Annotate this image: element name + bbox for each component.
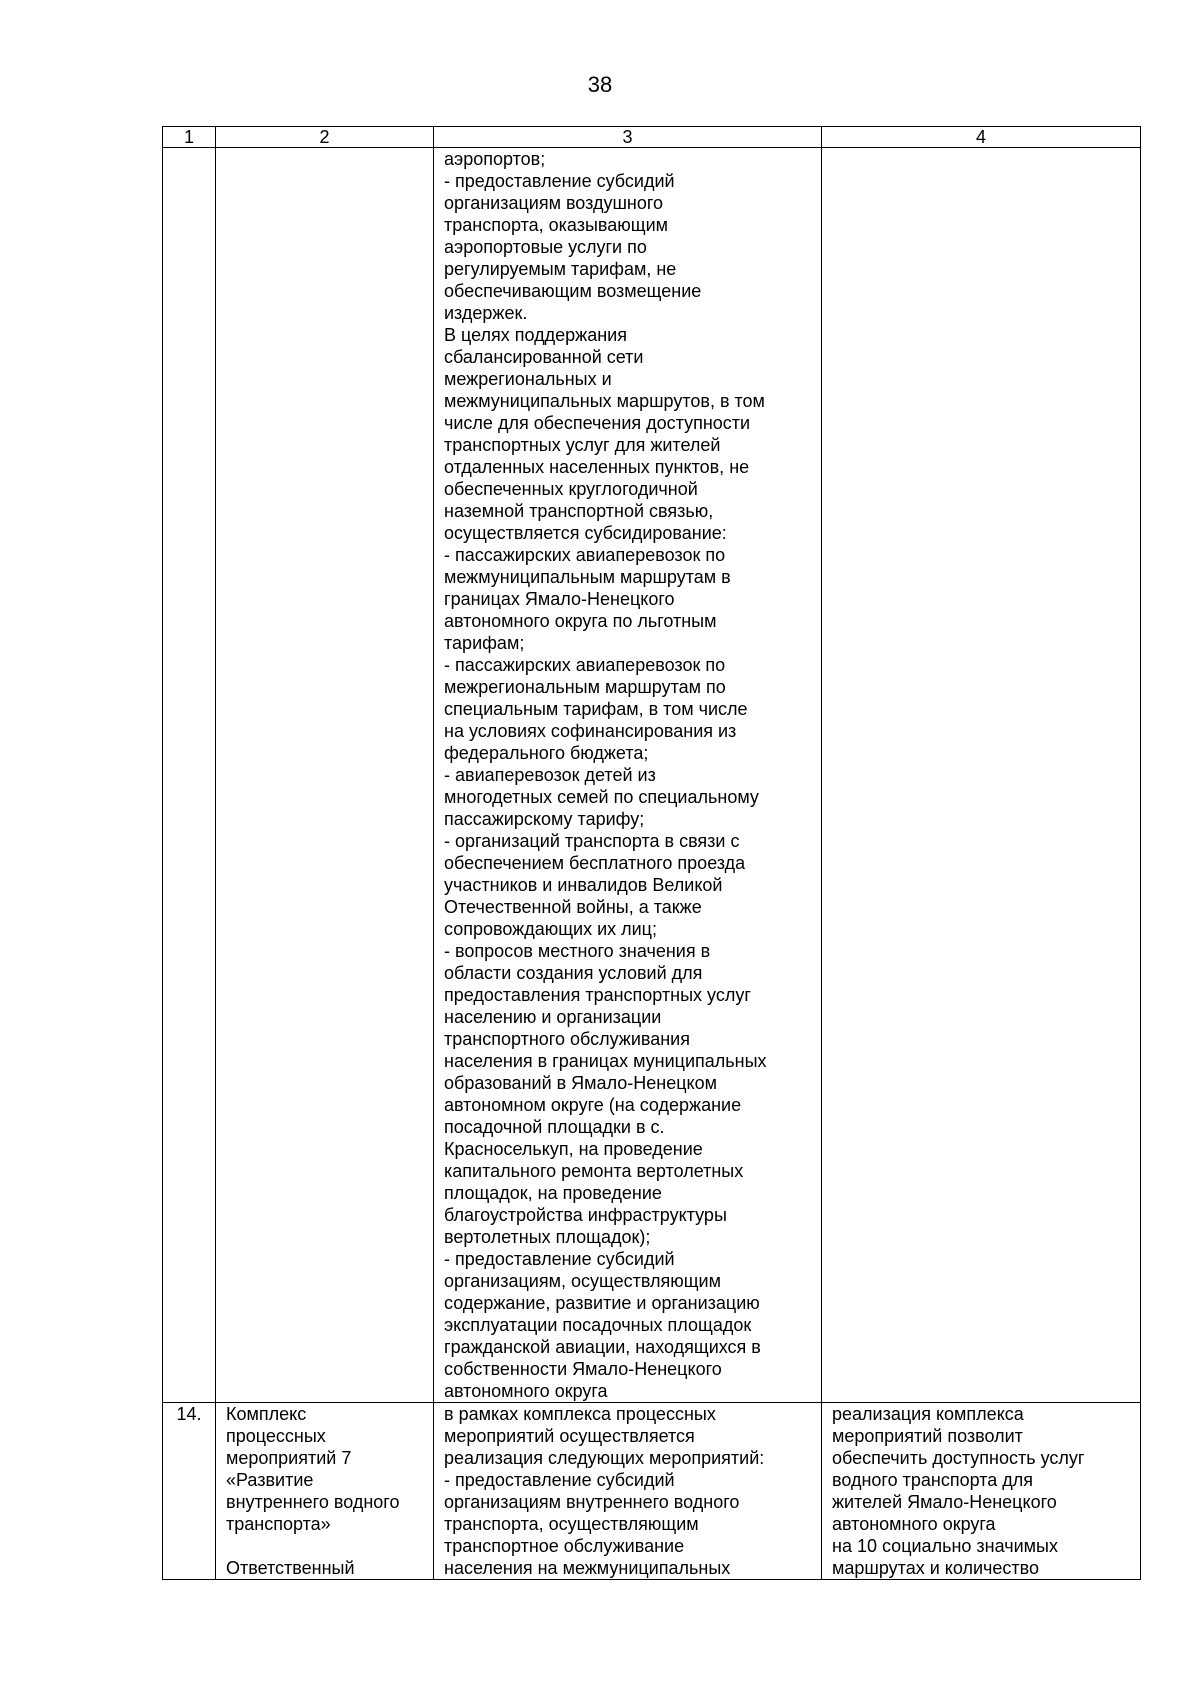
text-line: [226, 1535, 425, 1557]
measure-name-cell: [216, 1403, 434, 1580]
row-number-cell: 14.: [163, 1403, 216, 1580]
text-line: посадочной площадки в с.: [444, 1117, 665, 1137]
text-line: транспорта, осуществляющим: [444, 1514, 699, 1534]
row-number-cell: [163, 148, 216, 1403]
text-line: процессных: [226, 1426, 326, 1446]
table-row: [163, 148, 1141, 1403]
text-line: автономного округа по льготным: [444, 611, 717, 631]
text-line: - вопросов местного значения в: [444, 941, 711, 961]
text-line: благоустройства инфраструктуры: [444, 1205, 727, 1225]
text-line: собственности Ямало-Ненецкого: [444, 1359, 722, 1379]
text-line: гражданской авиации, находящихся в: [444, 1337, 761, 1357]
text-line: межмуниципальных маршрутов, в том: [444, 391, 765, 411]
column-header-3: 3: [434, 127, 822, 148]
text-line: маршрутах и количество: [832, 1558, 1040, 1578]
text-line: транспорта, оказывающим: [444, 215, 669, 235]
text-line: В целях поддержания: [444, 325, 627, 345]
text-line: транспортных услуг для жителей: [444, 435, 721, 455]
text-line: предоставления транспортных услуг: [444, 985, 751, 1005]
text-line: сбалансированной сети: [444, 347, 644, 367]
text-line: межрегиональных и: [444, 369, 612, 389]
text-line: - пассажирских авиаперевозок по: [444, 545, 726, 565]
measure-description-cell: [434, 148, 822, 1403]
text-line: аэропортов;: [444, 149, 546, 169]
text-line: автономном округе (на содержание: [444, 1095, 742, 1115]
column-header-4: 4: [822, 127, 1141, 148]
text-line: «Развитие: [226, 1470, 314, 1490]
text-line: регулируемым тарифам, не: [444, 259, 677, 279]
text-line: реализация следующих мероприятий:: [444, 1448, 765, 1468]
text-line: специальным тарифам, в том числе: [444, 699, 748, 719]
text-line: пассажирскому тарифу;: [444, 809, 645, 829]
text-line: осуществляется субсидирование:: [444, 523, 727, 543]
text-line: в рамках комплекса процессных: [444, 1404, 716, 1424]
expected-result-cell: [822, 148, 1141, 1403]
text-line: Комплекс: [226, 1404, 307, 1424]
text-line: обеспечивающим возмещение: [444, 281, 702, 301]
text-line: транспортного обслуживания: [444, 1029, 690, 1049]
text-line: мероприятий позволит: [832, 1426, 1023, 1446]
text-line: организациям, осуществляющим: [444, 1271, 721, 1291]
text-line: отдаленных населенных пунктов, не: [444, 457, 750, 477]
text-line: сопровождающих их лиц;: [444, 919, 657, 939]
text-line: Отечественной войны, а также: [444, 897, 702, 917]
text-line: автономного округа: [444, 1381, 608, 1401]
text-line: на условиях софинансирования из: [444, 721, 737, 741]
text-line: на 10 социально значимых: [832, 1536, 1058, 1556]
text-line: внутреннего водного: [226, 1492, 400, 1512]
text-line: Ответственный: [226, 1558, 355, 1578]
text-line: федерального бюджета;: [444, 743, 649, 763]
text-line: обеспечением бесплатного проезда: [444, 853, 746, 873]
text-line: обеспеченных круглогодичной: [444, 479, 698, 499]
text-line: - предоставление субсидий: [444, 1249, 675, 1269]
text-line: содержание, развитие и организацию: [444, 1293, 760, 1313]
text-line: мероприятий осуществляется: [444, 1426, 695, 1446]
text-line: водного транспорта для: [832, 1470, 1033, 1490]
table-header-row: [163, 127, 1141, 148]
text-line: наземной транспортной связью,: [444, 501, 714, 521]
table-row: [163, 1403, 1141, 1580]
text-line: Красноселькуп, на проведение: [444, 1139, 703, 1159]
text-line: - авиаперевозок детей из: [444, 765, 656, 785]
text-line: организациям внутреннего водного: [444, 1492, 740, 1512]
text-line: автономного округа: [832, 1514, 996, 1534]
text-line: межрегиональным маршрутам по: [444, 677, 726, 697]
text-line: реализация комплекса: [832, 1404, 1024, 1424]
text-line: издержек.: [444, 303, 528, 323]
text-line: аэропортовые услуги по: [444, 237, 647, 257]
column-header-1: 1: [163, 127, 216, 148]
text-line: участников и инвалидов Великой: [444, 875, 723, 895]
text-line: многодетных семей по специальному: [444, 787, 759, 807]
text-line: площадок, на проведение: [444, 1183, 662, 1203]
page-number: 38: [587, 72, 613, 97]
text-line: населения на межмуниципальных: [444, 1558, 731, 1578]
text-line: числе для обеспечения доступности: [444, 413, 751, 433]
text-line: обеспечить доступность услуг: [832, 1448, 1085, 1468]
column-header-2: 2: [216, 127, 434, 148]
text-line: капитального ремонта вертолетных: [444, 1161, 744, 1181]
expected-result-cell: [822, 1403, 1141, 1580]
text-line: населения в границах муниципальных: [444, 1051, 767, 1071]
text-line: образований в Ямало-Ненецком: [444, 1073, 718, 1093]
text-line: организациям воздушного: [444, 193, 664, 213]
text-line: - предоставление субсидий: [444, 171, 675, 191]
text-line: мероприятий 7: [226, 1448, 352, 1468]
text-line: - предоставление субсидий: [444, 1470, 675, 1490]
text-line: транспорта»: [226, 1514, 331, 1534]
text-line: жителей Ямало-Ненецкого: [832, 1492, 1057, 1512]
text-line: населению и организации: [444, 1007, 662, 1027]
text-line: вертолетных площадок);: [444, 1227, 651, 1247]
text-line: межмуниципальным маршрутам в: [444, 567, 731, 587]
text-line: - пассажирских авиаперевозок по: [444, 655, 726, 675]
text-line: эксплуатации посадочных площадок: [444, 1315, 752, 1335]
text-line: - организаций транспорта в связи с: [444, 831, 740, 851]
program-table: [162, 126, 1141, 1580]
measure-name-cell: [216, 148, 434, 1403]
text-line: области создания условий для: [444, 963, 703, 983]
measure-description-cell: [434, 1403, 822, 1580]
text-line: тарифам;: [444, 633, 525, 653]
text-line: транспортное обслуживание: [444, 1536, 685, 1556]
text-line: границах Ямало-Ненецкого: [444, 589, 675, 609]
